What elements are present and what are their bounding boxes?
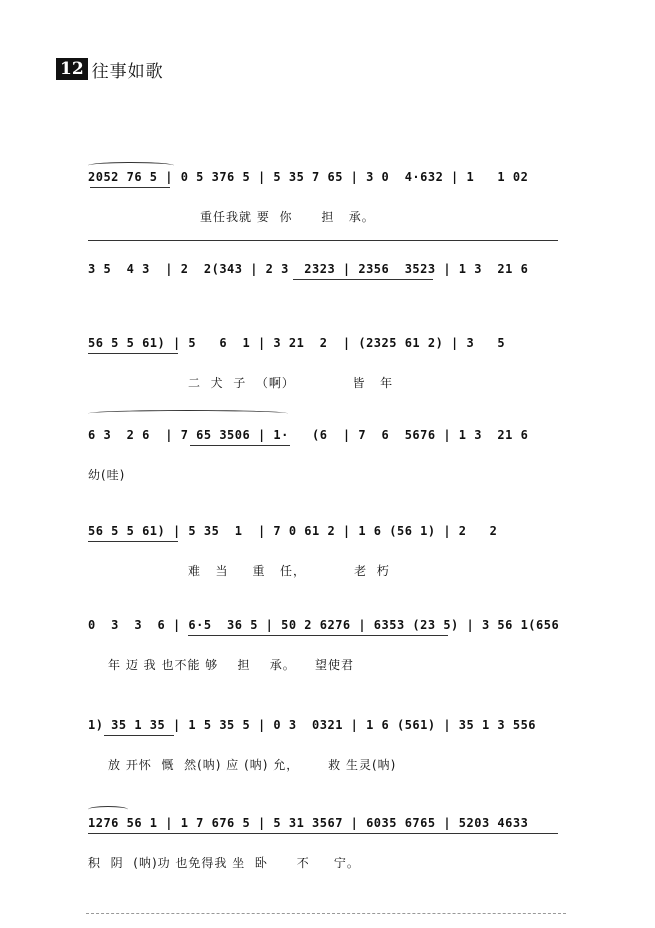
score-system-8 — [88, 816, 556, 876]
lyrics-line: 难 当 重 任， 老 朽 — [188, 564, 390, 578]
slur — [88, 162, 174, 169]
beam-underline — [188, 635, 448, 636]
score-system-1 — [88, 170, 556, 230]
notation-line: 6 3 2 6 | 7 65 3506 | 1· (6 | 7 6 5676 | 1 3 21 6 — [88, 428, 529, 442]
score-system-5 — [88, 524, 556, 584]
lyrics-line: 积 阴 (呐)功 也免得我 坐 卧 不 宁。 — [88, 856, 360, 870]
notation-line: 1276 56 1 | 1 7 676 5 | 5 31 3567 | 6035 6765 | 5203 4633 — [88, 816, 529, 830]
notation-line: 2052 76 5 | 0 5 376 5 | 5 35 7 65 | 3 0 4·632 | 1 1 02 — [88, 170, 529, 184]
lyrics-line: 重任我就 要 你 担 承。 — [200, 210, 375, 224]
lyrics-line: 放 开怀 慨 然(呐) 应 (呐) 允， 救 生灵(呐) — [108, 758, 397, 772]
score-system-4 — [88, 428, 556, 488]
lyrics-line: 二 犬 子 （啊） 皆 年 — [188, 376, 394, 390]
footer-rule — [86, 913, 566, 914]
score-system-7 — [88, 718, 556, 778]
lyrics-line: 年 迈 我 也不能 够 担 承。 望使君 — [108, 658, 355, 672]
score-system-3 — [88, 336, 556, 396]
page-number: 12 — [56, 58, 88, 80]
page-header — [56, 58, 164, 80]
slur — [88, 240, 558, 243]
notation-line: 3 5 4 3 | 2 2(343 | 2 3 2323 | 2356 3523 | 1 3 21 6 — [88, 262, 529, 276]
beam-underline — [104, 735, 174, 736]
notation-line: 56 5 5 61) | 5 6 1 | 3 21 2 | (2325 61 2) | 3 5 — [88, 336, 506, 350]
beam-underline — [88, 541, 178, 542]
slur — [88, 410, 288, 417]
slur — [88, 806, 128, 813]
notation-line: 56 5 5 61) | 5 35 1 | 7 0 61 2 | 1 6 (56 1) | 2 2 — [88, 524, 498, 538]
beam-underline — [190, 445, 290, 446]
beam-underline — [88, 833, 558, 834]
score-system-2 — [88, 262, 556, 322]
score-system-6 — [88, 618, 560, 678]
book-title: 往事如歌 — [91, 61, 164, 82]
beam-underline — [88, 353, 178, 354]
lyrics-line: 幼(哇) — [88, 468, 126, 482]
notation-line: 1) 35 1 35 | 1 5 35 5 | 0 3 0321 | 1 6 (561) | 35 1 3 556 — [88, 718, 537, 732]
beam-underline — [293, 279, 433, 280]
beam-underline — [90, 187, 170, 188]
notation-line: 0 3 3 6 | 6·5 36 5 | 50 2 6276 | 6353 (23 5) | 3 56 1(656 — [88, 618, 560, 632]
